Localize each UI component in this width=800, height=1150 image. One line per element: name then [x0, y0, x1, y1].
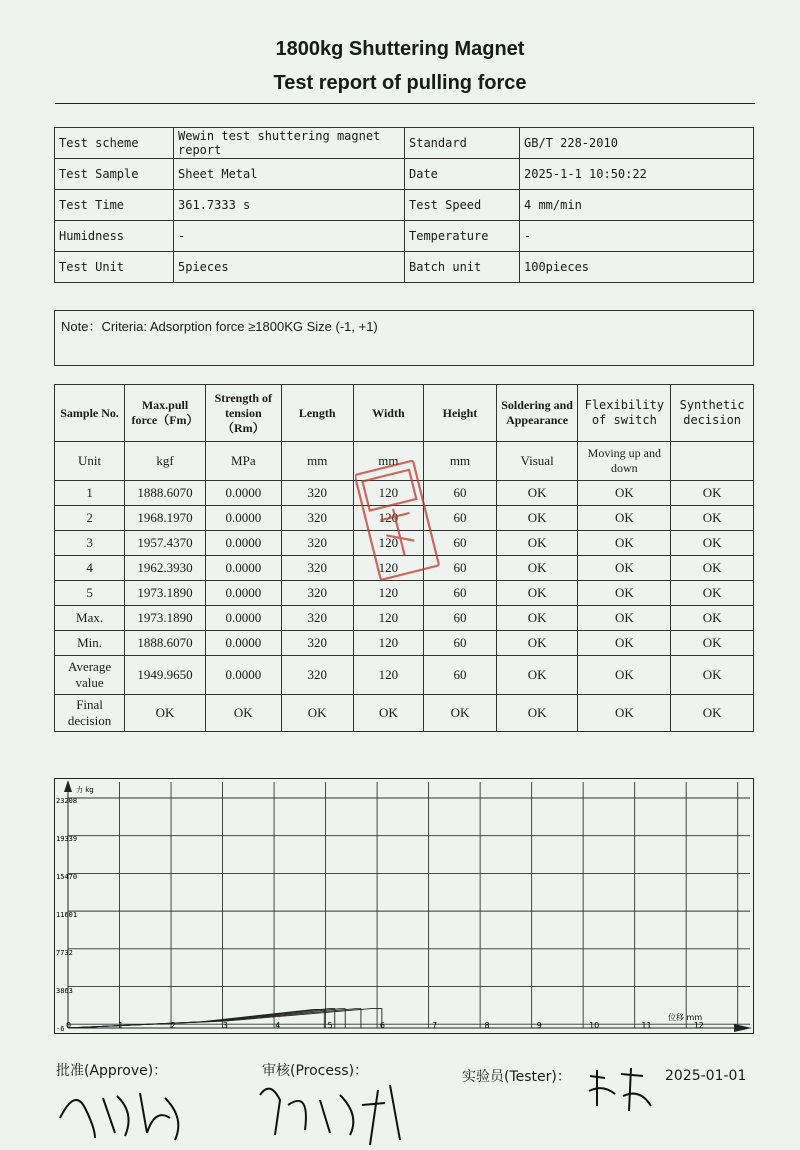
result-cell: 320 — [281, 656, 353, 695]
tester-date: 2025-01-01 — [665, 1068, 747, 1084]
result-cell: OK — [671, 631, 754, 656]
result-cell: 60 — [424, 631, 497, 656]
result-cell: OK — [671, 581, 754, 606]
result-cell: 0.0000 — [205, 556, 281, 581]
result-cell: 0.0000 — [205, 631, 281, 656]
unit-cell: kgf — [125, 442, 206, 481]
result-cell: 1949.9650 — [125, 656, 206, 695]
info-value: - — [520, 221, 754, 252]
result-cell: OK — [496, 606, 578, 631]
result-cell: 1888.6070 — [125, 481, 206, 506]
result-cell: 320 — [281, 631, 353, 656]
result-cell: 1957.4370 — [125, 531, 206, 556]
column-header: Max.pull force（Fm） — [125, 385, 206, 442]
report-subtitle: Test report of pulling force — [273, 72, 527, 94]
y-tick-labels — [56, 797, 77, 1033]
y-axis-arrow — [64, 780, 72, 792]
series-line — [68, 1009, 361, 1028]
row-label-cell: 5 — [55, 581, 125, 606]
info-value: Wewin test shuttering magnet report — [174, 128, 405, 159]
result-cell: 320 — [281, 506, 353, 531]
result-cell: OK — [671, 656, 754, 695]
x-axis-arrow — [734, 1024, 752, 1032]
result-cell: 120 — [353, 581, 424, 606]
x-tick-label: 8 — [484, 1021, 490, 1030]
row-label-cell: 3 — [55, 531, 125, 556]
unit-cell: mm — [424, 442, 497, 481]
result-cell: OK — [578, 695, 671, 732]
result-cell: OK — [353, 695, 424, 732]
result-row — [55, 695, 754, 732]
unit-cell — [671, 442, 754, 481]
result-cell: 0.0000 — [205, 656, 281, 695]
column-header: Synthetic decision — [671, 385, 754, 442]
row-label-cell: 2 — [55, 506, 125, 531]
result-cell: 320 — [281, 531, 353, 556]
info-label: Temperature — [405, 221, 520, 252]
chart-grid — [68, 782, 750, 1028]
column-header: Soldering and Appearance — [496, 385, 578, 442]
result-cell: OK — [671, 481, 754, 506]
result-cell: OK — [205, 695, 281, 732]
info-label: Humidness — [55, 221, 174, 252]
y-tick-label: 11601 — [56, 911, 78, 919]
result-cell: 1973.1890 — [125, 581, 206, 606]
x-axis-label: 位移 mm — [668, 1013, 703, 1022]
info-value: 100pieces — [520, 252, 754, 283]
row-label-cell: Max. — [55, 606, 125, 631]
x-tick-label: 7 — [432, 1021, 438, 1030]
result-cell: OK — [496, 556, 578, 581]
result-cell: OK — [496, 531, 578, 556]
result-cell: 1973.1890 — [125, 606, 206, 631]
result-cell: OK — [578, 656, 671, 695]
info-row — [55, 159, 754, 190]
info-label: Test Time — [55, 190, 174, 221]
unit-cell: MPa — [205, 442, 281, 481]
info-value: - — [174, 221, 405, 252]
info-value: 2025-1-1 10:50:22 — [520, 159, 754, 190]
info-row — [55, 190, 754, 221]
info-label: Test scheme — [55, 128, 174, 159]
info-value: 5pieces — [174, 252, 405, 283]
column-header: Height — [424, 385, 497, 442]
x-tick-label: 3 — [222, 1021, 229, 1030]
column-header: Width — [353, 385, 424, 442]
x-tick-label: 12 — [693, 1021, 704, 1030]
result-cell: 1968.1970 — [125, 506, 206, 531]
info-label: Standard — [405, 128, 520, 159]
title-divider — [55, 103, 755, 104]
result-cell: 320 — [281, 606, 353, 631]
column-header: Flexibility of switch — [578, 385, 671, 442]
result-cell: 320 — [281, 556, 353, 581]
result-cell: OK — [578, 531, 671, 556]
y-tick-label: 19339 — [56, 835, 78, 843]
result-cell: OK — [578, 581, 671, 606]
inspection-stamp — [355, 455, 450, 585]
info-label: Test Sample — [55, 159, 174, 190]
test-info-table — [54, 127, 754, 283]
result-cell: 60 — [424, 606, 497, 631]
result-cell: 320 — [281, 481, 353, 506]
result-cell: OK — [578, 556, 671, 581]
result-cell: 120 — [353, 631, 424, 656]
unit-cell: Visual — [496, 442, 578, 481]
x-tick-label: 1 — [118, 1021, 124, 1030]
result-cell: 60 — [424, 506, 497, 531]
result-cell: 120 — [353, 656, 424, 695]
tester-label: 实验员(Tester)： — [462, 1069, 571, 1085]
unit-cell: Moving up and down — [578, 442, 671, 481]
result-cell: OK — [578, 481, 671, 506]
result-cell: 1888.6070 — [125, 631, 206, 656]
result-cell: 60 — [424, 531, 497, 556]
info-value: 361.7333 s — [174, 190, 405, 221]
result-cell: OK — [424, 695, 497, 732]
result-cell: 120 — [353, 481, 424, 506]
column-header: Length — [281, 385, 353, 442]
unit-cell: mm — [353, 442, 424, 481]
result-cell: 120 — [353, 506, 424, 531]
result-cell: 60 — [424, 556, 497, 581]
result-cell: 0.0000 — [205, 581, 281, 606]
result-cell: 1962.3930 — [125, 556, 206, 581]
result-cell: OK — [281, 695, 353, 732]
result-cell: OK — [671, 556, 754, 581]
y-tick-label: 3863 — [56, 987, 73, 995]
result-cell: OK — [671, 506, 754, 531]
approve-signature — [55, 1078, 195, 1146]
result-cell: 320 — [281, 581, 353, 606]
result-cell: OK — [496, 631, 578, 656]
y-tick-label: 7732 — [56, 949, 73, 957]
info-label: Test Unit — [55, 252, 174, 283]
info-label: Batch unit — [405, 252, 520, 283]
result-cell: OK — [671, 695, 754, 732]
unit-cell: Unit — [55, 442, 125, 481]
info-row — [55, 128, 754, 159]
column-header: Sample No. — [55, 385, 125, 442]
chart-frame — [55, 779, 754, 1034]
row-label-cell: Final decision — [55, 695, 125, 732]
result-cell: OK — [496, 481, 578, 506]
result-row — [55, 606, 754, 631]
x-tick-label: 6 — [379, 1021, 385, 1030]
x-tick-label: 2 — [170, 1021, 176, 1030]
result-cell: 0.0000 — [205, 506, 281, 531]
report-title: 1800kg Shuttering Magnet — [275, 38, 525, 60]
info-value: 4 mm/min — [520, 190, 754, 221]
info-row — [55, 252, 754, 283]
result-cell: OK — [578, 606, 671, 631]
row-label-cell: Average value — [55, 656, 125, 695]
x-tick-label: 0 — [66, 1021, 72, 1030]
result-cell: OK — [496, 581, 578, 606]
result-cell: 0.0000 — [205, 606, 281, 631]
result-row — [55, 631, 754, 656]
result-cell: 0.0000 — [205, 481, 281, 506]
result-cell: 60 — [424, 481, 497, 506]
result-cell: OK — [671, 606, 754, 631]
info-value: Sheet Metal — [174, 159, 405, 190]
result-cell: OK — [125, 695, 206, 732]
y-axis-label: 力 kg — [76, 786, 94, 794]
result-cell: 60 — [424, 656, 497, 695]
y-tick-label: 23208 — [56, 797, 78, 805]
y-tick-label: -6 — [56, 1025, 65, 1033]
result-cell: OK — [496, 506, 578, 531]
result-cell: OK — [578, 631, 671, 656]
column-header: Strength of tension（Rm） — [205, 385, 281, 442]
info-label: Test Speed — [405, 190, 520, 221]
approve-label: 批准(Approve)： — [56, 1063, 168, 1079]
result-cell: 120 — [353, 531, 424, 556]
x-tick-label: 10 — [589, 1021, 600, 1030]
series-line — [68, 1009, 324, 1028]
result-cell: OK — [496, 695, 578, 732]
unit-cell: mm — [281, 442, 353, 481]
result-cell: OK — [496, 656, 578, 695]
tester-signature — [585, 1066, 665, 1116]
result-row — [55, 656, 754, 695]
row-label-cell: 4 — [55, 556, 125, 581]
info-label: Date — [405, 159, 520, 190]
x-tick-label: 11 — [641, 1021, 652, 1030]
process-signature — [250, 1075, 410, 1150]
force-displacement-chart — [54, 778, 754, 1034]
process-label: 审核(Process)： — [262, 1063, 369, 1079]
row-label-cell: 1 — [55, 481, 125, 506]
criteria-note: Note：Criteria: Adsorption force ≥1800KG Size (-1, +1) — [54, 310, 754, 366]
x-tick-labels — [66, 1021, 704, 1030]
x-tick-label: 4 — [275, 1021, 281, 1030]
result-cell: OK — [578, 506, 671, 531]
x-tick-label: 5 — [327, 1021, 333, 1030]
result-cell: OK — [671, 531, 754, 556]
result-cell: 120 — [353, 556, 424, 581]
row-label-cell: Min. — [55, 631, 125, 656]
info-row — [55, 221, 754, 252]
result-cell: 120 — [353, 606, 424, 631]
x-tick-label: 9 — [536, 1021, 542, 1030]
result-cell: 0.0000 — [205, 531, 281, 556]
info-value: GB/T 228-2010 — [520, 128, 754, 159]
y-tick-label: 15470 — [56, 873, 78, 881]
result-cell: 60 — [424, 581, 497, 606]
